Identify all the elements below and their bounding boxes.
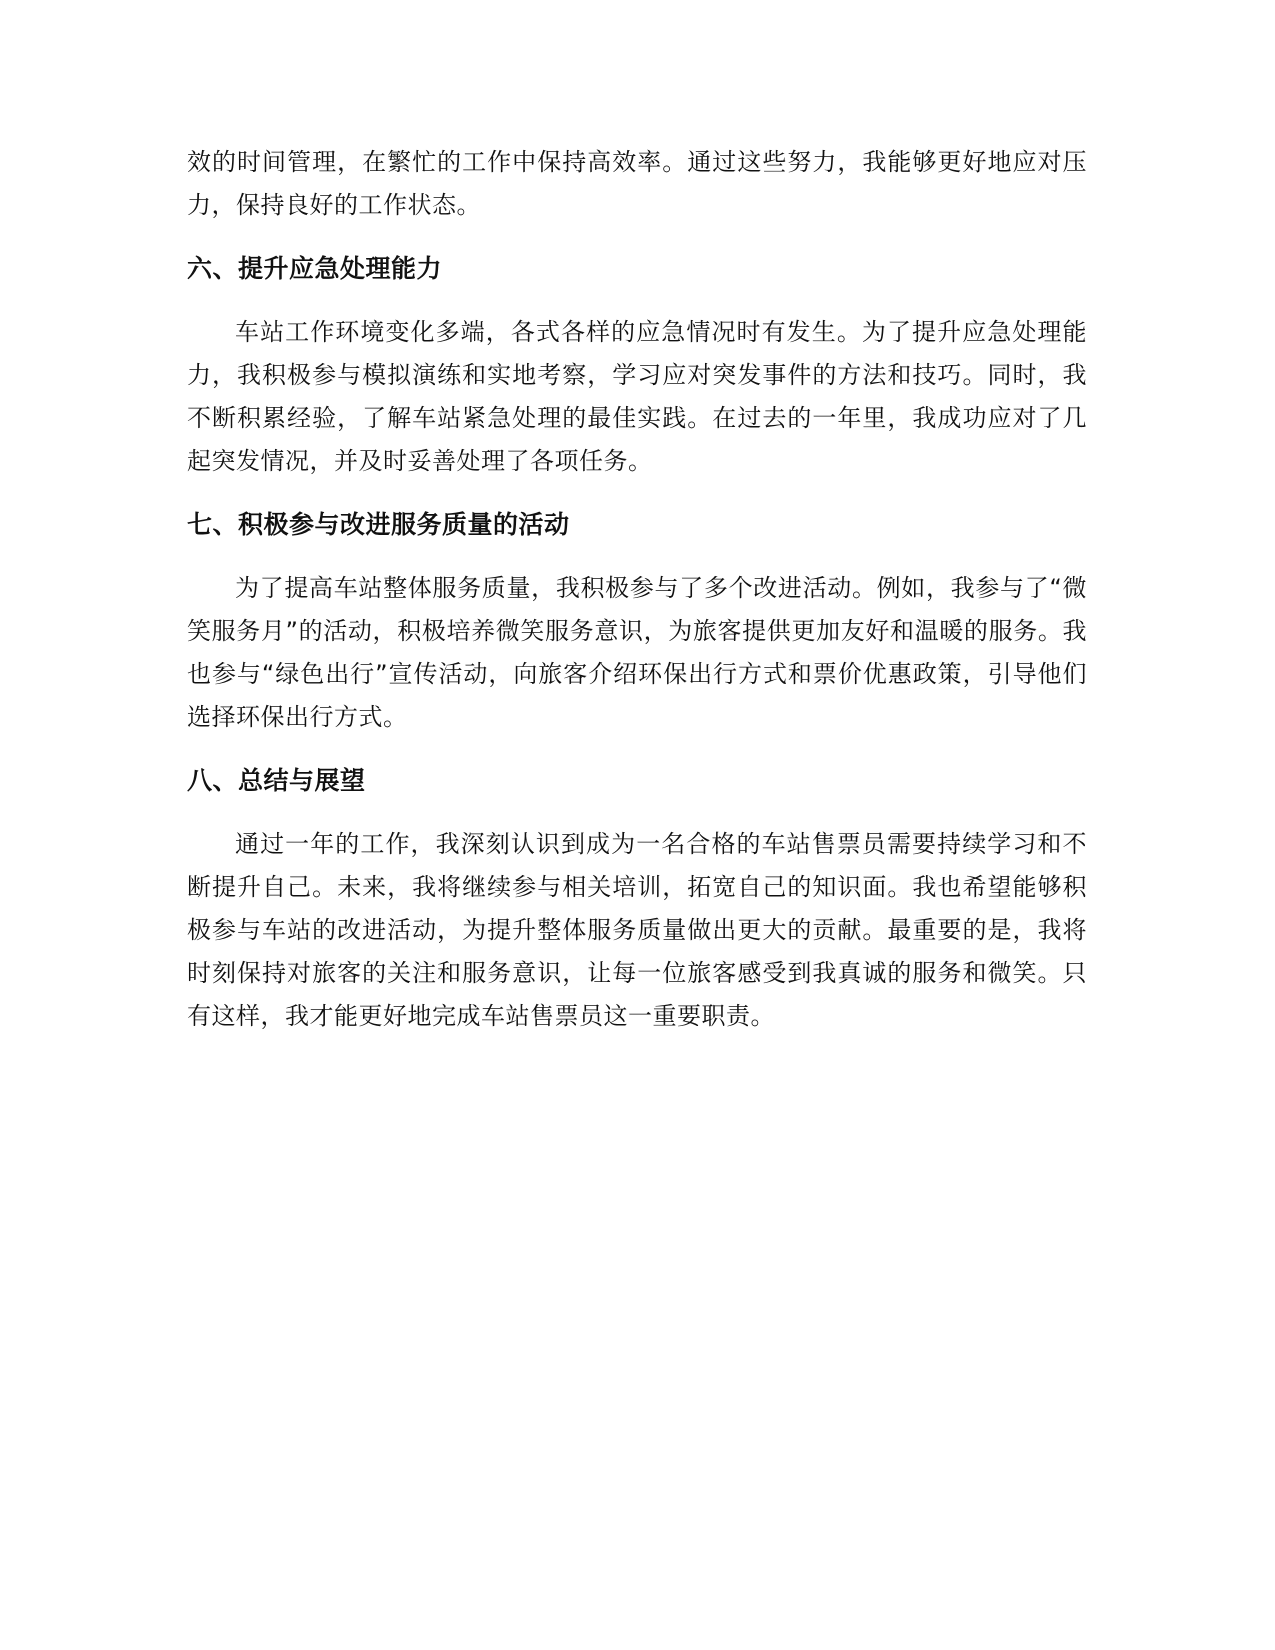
section-paragraph-emergency: 车站工作环境变化多端，各式各样的应急情况时有发生。为了提升应急处理能力，我积极参与模拟演练和实地考察，学习应对突发事件的方法和技巧。同时，我不断积累经验，了解车站紧急处理的最佳实践。在过去的一年里，我成功应对了几起突发情况，并及时妥善处理了各项任务。 (187, 318, 1087, 475)
section-heading-emergency: 六、提升应急处理能力 (187, 254, 443, 283)
section-paragraph-summary: 通过一年的工作，我深刻认识到成为一名合格的车站售票员需要持续学习和不断提升自己。未来，我将继续参与相关培训，拓宽自己的知识面。我也希望能够积极参与车站的改进活动，为提升整体服务质量做出更大的贡献。最重要的是，我将时刻保持对旅客的关注和服务意识，让每一位旅客感受到我真诚的服务和微笑。只有这样，我才能更好地完成车站售票员这一重要职责。 (187, 830, 1087, 1030)
intro-continuation-paragraph: 效的时间管理，在繁忙的工作中保持高效率。通过这些努力，我能够更好地应对压力，保持良好的工作状态。 (187, 148, 1087, 219)
document-body (187, 141, 1087, 1038)
section-heading-summary: 八、总结与展望 (187, 766, 366, 795)
section-heading-service-improvement: 七、积极参与改进服务质量的活动 (187, 510, 570, 539)
section-paragraph-service-improvement: 为了提高车站整体服务质量，我积极参与了多个改进活动。例如，我参与了“微笑服务月”的活动，积极培养微笑服务意识，为旅客提供更加友好和温暖的服务。我也参与“绿色出行”宣传活动，向旅客介绍环保出行方式和票价优惠政策，引导他们选择环保出行方式。 (187, 574, 1087, 731)
